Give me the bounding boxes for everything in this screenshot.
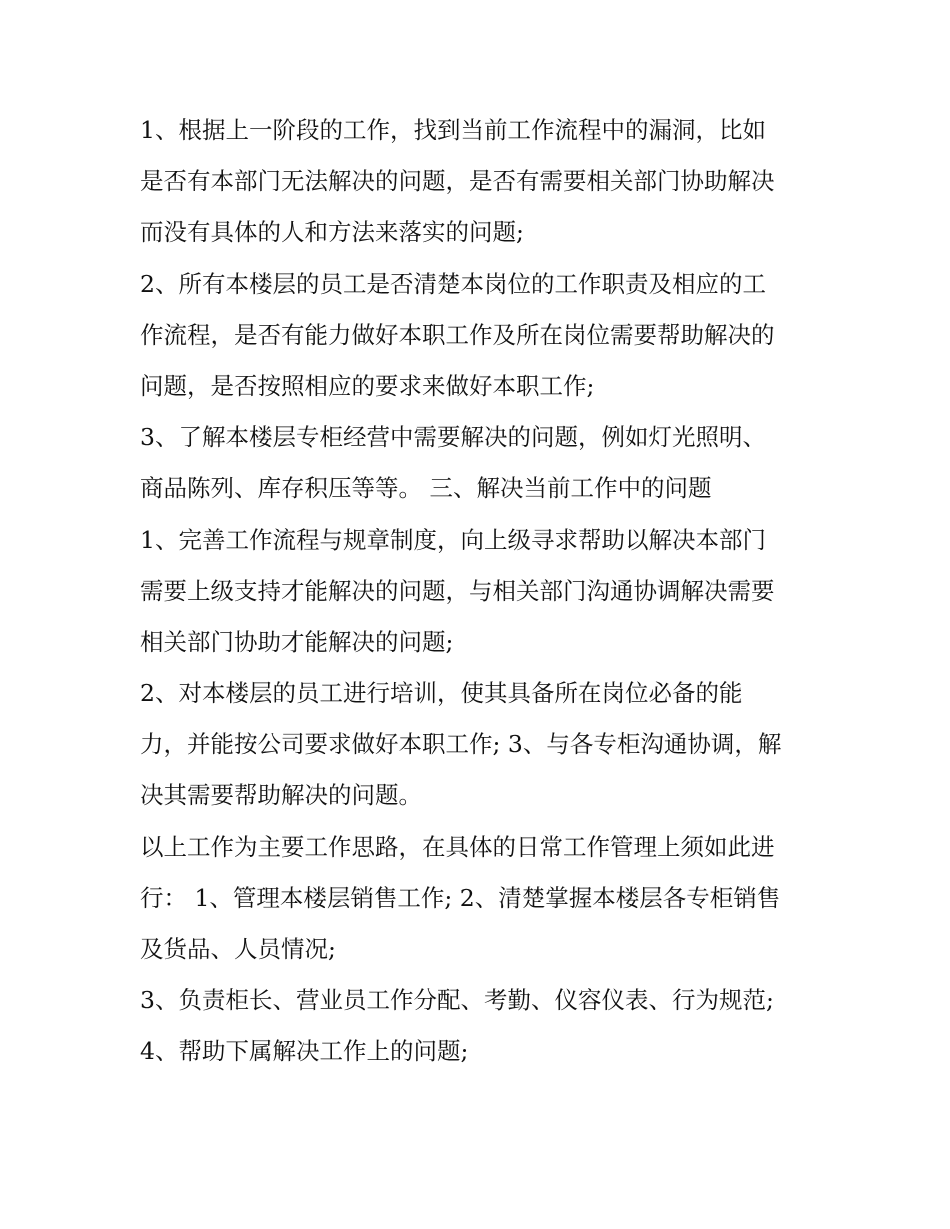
text-line: 2、对本楼层的员工进行培训，使其具备所在岗位必备的能 <box>140 679 743 708</box>
text-line: 及货品、人员情况; <box>140 935 336 963</box>
text-line: 问题，是否按照相应的要求来做好本职工作; <box>140 371 595 400</box>
text-line: 以上工作为主要工作思路，在具体的日常工作管理上须如此进 <box>140 832 775 861</box>
text-line: 力，并能按公司要求做好本职工作; 3、与各专柜沟通协调，解 <box>140 730 782 759</box>
text-line: 1、根据上一阶段的工作，找到当前工作流程中的漏洞，比如 <box>140 116 766 144</box>
text-line: 2、所有本楼层的员工是否清楚本岗位的工作职责及相应的工 <box>140 269 766 298</box>
text-line: 需要上级支持才能解决的问题，与相关部门沟通协调解决需要 <box>140 576 775 605</box>
text-line: 商品陈列、库存积压等等。 三、解决当前工作中的问题 <box>140 474 712 503</box>
text-line: 行： 1、管理本楼层销售工作; 2、清楚掌握本楼层各专柜销售 <box>140 883 781 912</box>
text-line: 作流程，是否有能力做好本职工作及所在岗位需要帮助解决的 <box>140 320 775 349</box>
document-body <box>140 105 820 1078</box>
text-line: 1、完善工作流程与规章制度，向上级寻求帮助以解决本部门 <box>140 525 766 554</box>
text-line: 相关部门协助才能解决的问题; <box>140 627 454 656</box>
text-line: 3、负责柜长、营业员工作分配、考勤、仪容仪表、行为规范; <box>140 986 774 1015</box>
text-line: 4、帮助下属解决工作上的问题; <box>140 1037 469 1066</box>
text-line: 而没有具体的人和方法来落实的问题; <box>140 218 524 247</box>
text-line: 是否有本部门无法解决的问题，是否有需要相关部门协助解决 <box>140 167 775 196</box>
text-line: 3、了解本楼层专柜经营中需要解决的问题，例如灯光照明、 <box>140 423 766 452</box>
text-line: 决其需要帮助解决的问题。 <box>140 781 422 810</box>
